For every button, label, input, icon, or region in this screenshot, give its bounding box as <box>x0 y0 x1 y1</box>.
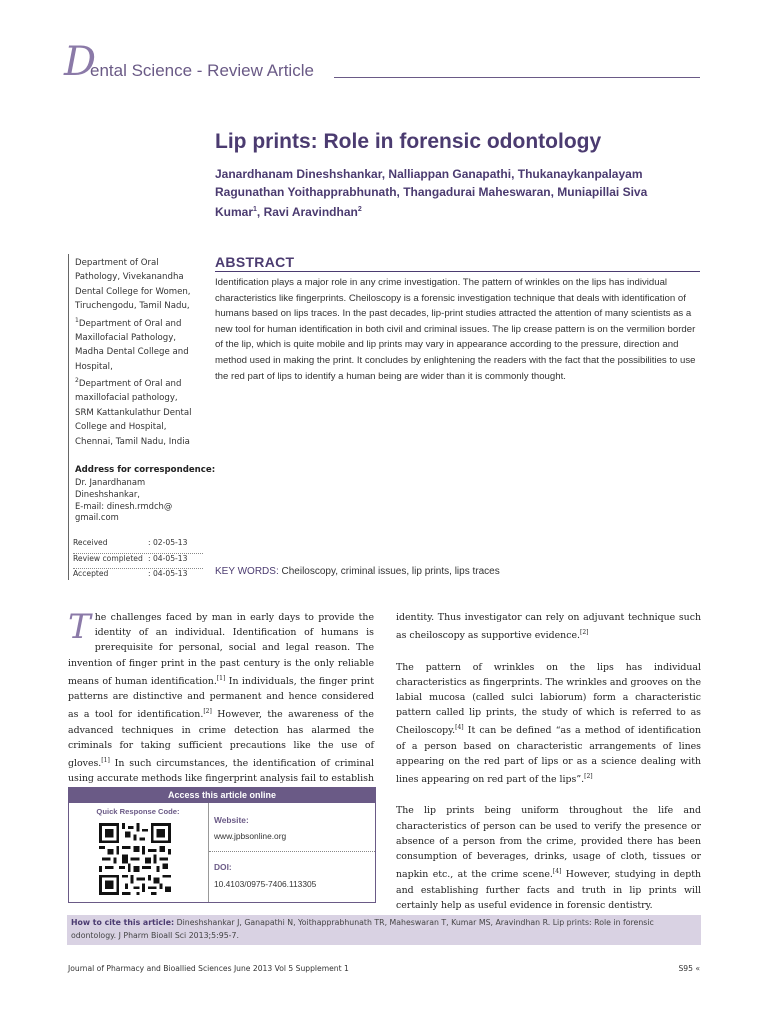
section-initial: D <box>64 39 97 85</box>
author-line: Ragunathan Yoithapprabhunath, Thangadurai Maheswaran, Muniapillai Siva <box>215 184 648 199</box>
reference-link[interactable]: [4] <box>552 868 562 876</box>
correspondence-heading: Address for correspondence: <box>75 465 216 475</box>
section-label: ental Science - Review Article <box>90 61 314 80</box>
reference-link[interactable]: [2] <box>584 773 593 781</box>
affiliation: Department of Oral Pathology, Vivekanandha Dental College for Women, Tiruchengodu, Tamil Nadu, $^1$Department of Oral and Maxillofacial Pathology, Madha Dental College and Hospital, $^2$Department of Oral and maxillofacial pathology, SRM Kattankulathur Dental College and Hospital, Chennai, Tamil Nadu, India <box>75 258 192 447</box>
keywords-label: KEY WORDS: <box>215 566 279 577</box>
reference-link[interactable]: [1] <box>216 674 226 682</box>
correspondence-details: Dr. Janardhanam Dineshshankar, E-mail: dinesh.rmdch@ gmail.com <box>75 477 195 524</box>
qr-code-icon[interactable] <box>99 823 171 895</box>
access-heading: Access this article online <box>69 788 375 803</box>
keywords-list: Cheiloscopy, criminal issues, lip prints, lips traces <box>278 566 500 577</box>
abstract-heading: ABSTRACT <box>215 254 295 270</box>
keywords <box>215 566 500 577</box>
sidebar-rule <box>68 254 69 580</box>
website-label: Website: <box>214 815 249 825</box>
article-dates <box>73 538 203 584</box>
page-number: S95 « <box>678 964 700 973</box>
reference-link[interactable]: [2] <box>203 708 212 716</box>
paragraph: The pattern of wrinkles on the lips has individual characteristics as fingerprints. The wrinkles and grooves on the labial mucosa (called sulci labiorum) form a characteristic pattern called lip prints, the study of which is referred to as Cheiloscopy.[4] It can be defined “as a method of identification of a person based on characteristic arrangements of lines appearing on the red part of lips or as a science dealing with lines appearing on red part of the lips”.[2] <box>396 661 701 786</box>
paragraph: The lip prints being uniform throughout the life and characteristics of person can be used to verify the presence or absence of a person from the crime, provided there has been consumption of beverages, drinks, usage of cloth, tissues or napkin etc., at the crime scene.[4] However, studying in depth and establishing further facts and truth in lip prints will certainly help as useful evidence in forensic dentistry. <box>396 805 701 911</box>
date-accepted: Accepted : 04-05-13 <box>73 568 203 584</box>
reference-link[interactable]: [1] <box>101 757 110 765</box>
citation-label: How to cite this article: <box>71 918 175 927</box>
access-divider <box>208 803 209 902</box>
reference-link[interactable]: [4] <box>455 724 464 732</box>
journal-footer: Journal of Pharmacy and Bioallied Sciences June 2013 Vol 5 Supplement 1 <box>68 964 349 973</box>
doi-link[interactable]: 10.4103/0975-7406.113305 <box>214 879 317 889</box>
author-line: Janardhanam Dineshshankar, Nalliappan Ganapathi, Thukanaykanpalayam <box>215 167 643 181</box>
citation-text: Dineshshankar J, Ganapathi N, Yoithapprabhunath TR, Maheswaran T, Kumar MS, Aravindhan R. Lip prints: Role in forensic odontology. J Pharm Bioall Sci 2013;5:95-7. <box>71 918 654 940</box>
access-box <box>68 787 376 903</box>
citation-box <box>67 915 701 945</box>
abstract-rule <box>215 271 700 272</box>
reference-link[interactable]: [2] <box>580 629 589 637</box>
header-rule <box>334 77 700 78</box>
body-column-left: The challenges faced by man in early days to provide the identity of an individual. Identification of humans is prerequisite for personal, social and legal reason. The invention of finger print in the past century is the only reliable means of human identification.[1] In individuals, the finger print patterns are distinctive and permanent and hence considered as a tool for identification.[2] However, the awareness of the advanced techniques in crime detection has alarmed the criminals for taking sufficient precautions like the use of gloves.[1] In such circumstances, the identification of criminal using accurate methods like fingerprint analysis fail to establish <box>68 607 374 785</box>
qr-label: Quick Response Code: <box>96 807 180 816</box>
body-column-right <box>396 610 701 929</box>
article-title: Lip prints: Role in forensic odontology <box>215 130 602 153</box>
doi-label: DOI: <box>214 862 232 872</box>
correspondence-email[interactable]: E-mail: dinesh.rmdch@ <box>75 500 173 511</box>
author-line: Kumar$^1$, Ravi Aravindhan$^2$ <box>215 205 362 219</box>
paragraph: identity. Thus investigator can rely on adjuvant technique such as cheiloscopy as supportive evidence.[2] <box>396 612 701 642</box>
abstract-body: Identification plays a major role in any crime investigation. The pattern of wrinkles on the lips has individual characteristics like fingerprints. Cheiloscopy is a forensic investigation technique that deals with identification of humans based on lips traces. In the past decades, lip-print studies attracted the attention of many scientists as a new tool for human identification in both civil and criminal issues. The lip crease pattern is on the vermilion border of the lip, which is quite mobile and lip prints may vary in appearance according to the pressure, direction and method used in making the print. It concludes by enlightening the readers with the fact that the possibilities to use the red part of lips to identify a human being are wider than it is commonly thought. <box>215 277 696 382</box>
access-separator <box>209 851 375 852</box>
drop-cap: T <box>68 607 91 647</box>
website-link[interactable]: www.jpbsonline.org <box>214 831 287 841</box>
date-review-completed: Review completed : 04-05-13 <box>73 553 203 569</box>
date-received: Received : 02-05-13 <box>73 538 188 547</box>
author-list <box>215 166 675 222</box>
